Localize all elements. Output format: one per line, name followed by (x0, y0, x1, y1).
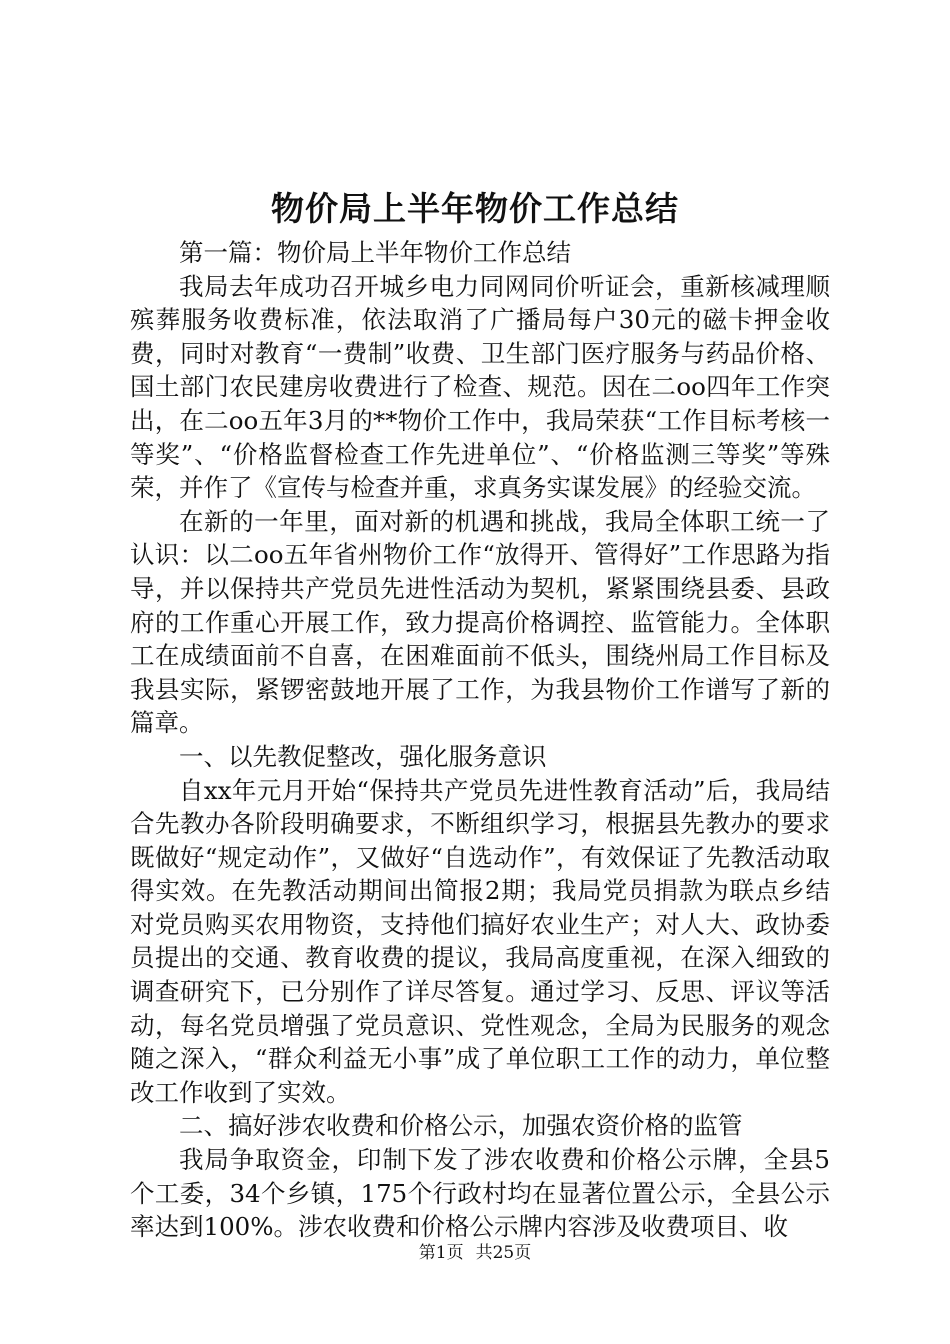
body-paragraph: 在新的一年里，面对新的机遇和挑战，我局全体职工统一了认识：以二oo五年省州物价工作“放得开、管得好”工作思路为指导，并以保持共产党员先进性活动为契机，紧紧围绕县委、县政府的工作重心开展工作，致力提高价格调控、监管能力。全体职工在成绩面前不自喜，在困难面前不低头，围绕州局工作目标及我县实际，紧锣密鼓地开展了工作，为我县物价工作谱写了新的篇章。 (130, 506, 830, 738)
body-paragraph: 我局争取资金，印制下发了涉农收费和价格公示牌，全县5个工委，34个乡镇，175个行政村均在显著位置公示，全县公示率达到100%。涉农收费和价格公示牌内容涉及收费项目、收 (130, 1145, 830, 1242)
body-paragraph: 我局去年成功召开城乡电力同网同价听证会，重新核减理顺殡葬服务收费标准，依法取消了广播局每户30元的磁卡押金收费，同时对教育“一费制”收费、卫生部门医疗服务与药品价格、国土部门农民建房收费进行了检查、规范。因在二oo四年工作突出，在二oo五年3月的**物价工作中，我局荣获“工作目标考核一等奖”、“价格监督检查工作先进单位”、“价格监测三等奖”等殊荣，并作了《宣传与检查并重，求真务实谋发展》的经验交流。 (130, 271, 830, 503)
body-paragraph: 自xx年元月开始“保持共产党员先进性教育活动”后，我局结合先教办各阶段明确要求，不断组织学习，根据县先教办的要求既做好“规定动作”，又做好“自选动作”，有效保证了先教活动取得实效。在先教活动期间出简报2期；我局党员捐款为联点乡结对党员购买农用物资，支持他们搞好农业生产；对人大、政协委员提出的交通、教育收费的提议，我局高度重视，在深入细致的调查研究下，已分别作了详尽答复。通过学习、反思、评议等活动，每名党员增强了党员意识、党性观念，全局为民服务的观念随之深入，“群众利益无小事”成了单位职工工作的动力，单位整改工作收到了实效。 (130, 775, 830, 1107)
section-heading: 一、以先教促整改，强化服务意识 (179, 741, 547, 771)
page-number: 第1页 (418, 1243, 464, 1263)
section-heading: 二、搞好涉农收费和价格公示，加强农资价格的监管 (179, 1111, 743, 1141)
document-title: 物价局上半年物价工作总结 (271, 189, 679, 228)
page-footer (0, 1242, 950, 1264)
section-heading: 第一篇：物价局上半年物价工作总结 (179, 238, 571, 267)
document-body (130, 236, 830, 1244)
page-total: 共25页 (475, 1243, 532, 1263)
